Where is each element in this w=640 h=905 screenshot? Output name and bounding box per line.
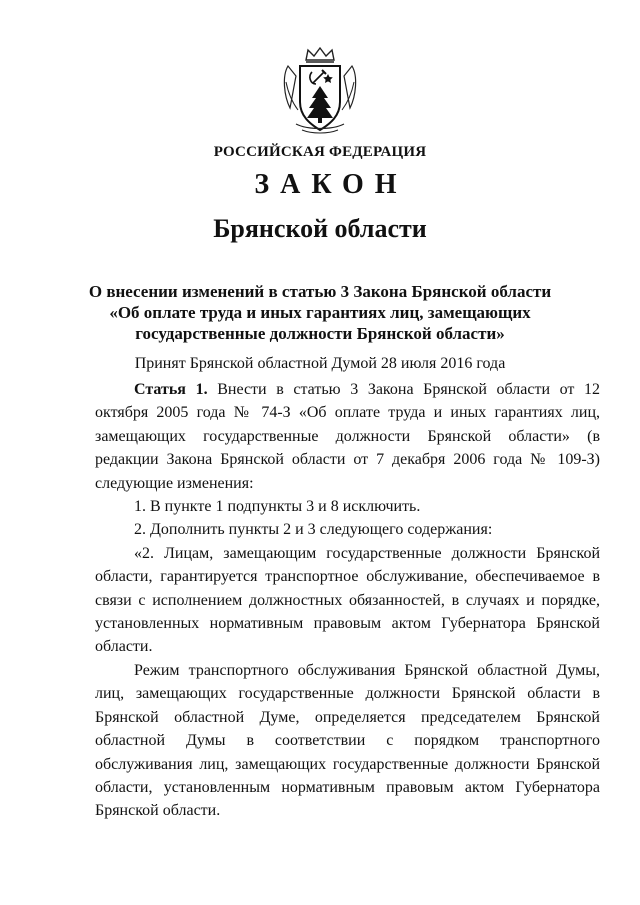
- bryansk-coat-of-arms-icon: [282, 46, 358, 136]
- document-type-heading: ЗАКОН: [254, 169, 408, 200]
- law-title-line: государственные должности Брянской области»: [135, 324, 505, 343]
- amendment-item-1: 1. В пункте 1 подпункты 3 и 8 исключить.: [134, 498, 421, 516]
- region-heading: Брянской области: [213, 214, 427, 243]
- law-title-line: О внесении изменений в статью 3 Закона Брянской области: [88, 282, 552, 301]
- article-1-paragraph: [95, 378, 600, 495]
- law-title: [0, 281, 640, 344]
- law-body: [95, 378, 600, 823]
- article-text: Внести в статью 3 Закона Брянской области от 12 октября 2005 года № 74-З «Об оплате труда и иных гарантиях лиц, замещающих государственные должности Брянской области» (в редакции Закона Брянской области от 7 декабря 2006 года № 109-З) следующие изменения:: [95, 381, 601, 492]
- new-clause-2: «2. Лицам, замещающим государственные должности Брянской области, гарантируется транспортное обслуживание, обеспечиваемое в связи с исполнением должностных обязанностей, в случаях и порядке, установленных нормативным правовым актом Губернатора Брянской области.: [95, 544, 600, 656]
- adoption-line: Принят Брянской областной Думой 28 июля 2016 года: [134, 355, 506, 372]
- country-heading: РОССИЙСКАЯ ФЕДЕРАЦИЯ: [213, 144, 427, 160]
- article-label: Статья 1.: [134, 381, 208, 398]
- amendment-item-2: 2. Дополнить пункты 2 и 3 следующего содержания:: [134, 521, 493, 539]
- transport-regime-paragraph: Режим транспортного обслуживания Брянской областной Думы, лиц, замещающих государственные должности Брянской области в Брянской областной Думе, определяется председателем Брянской областной Думы в соответствии с порядком транспортного обслуживания лиц, замещающих государственные должности Брянской области, установленным нормативным правовым актом Губернатора Брянской области.: [95, 661, 600, 820]
- law-title-line: «Об оплате труда и иных гарантиях лиц, замещающих: [109, 303, 531, 322]
